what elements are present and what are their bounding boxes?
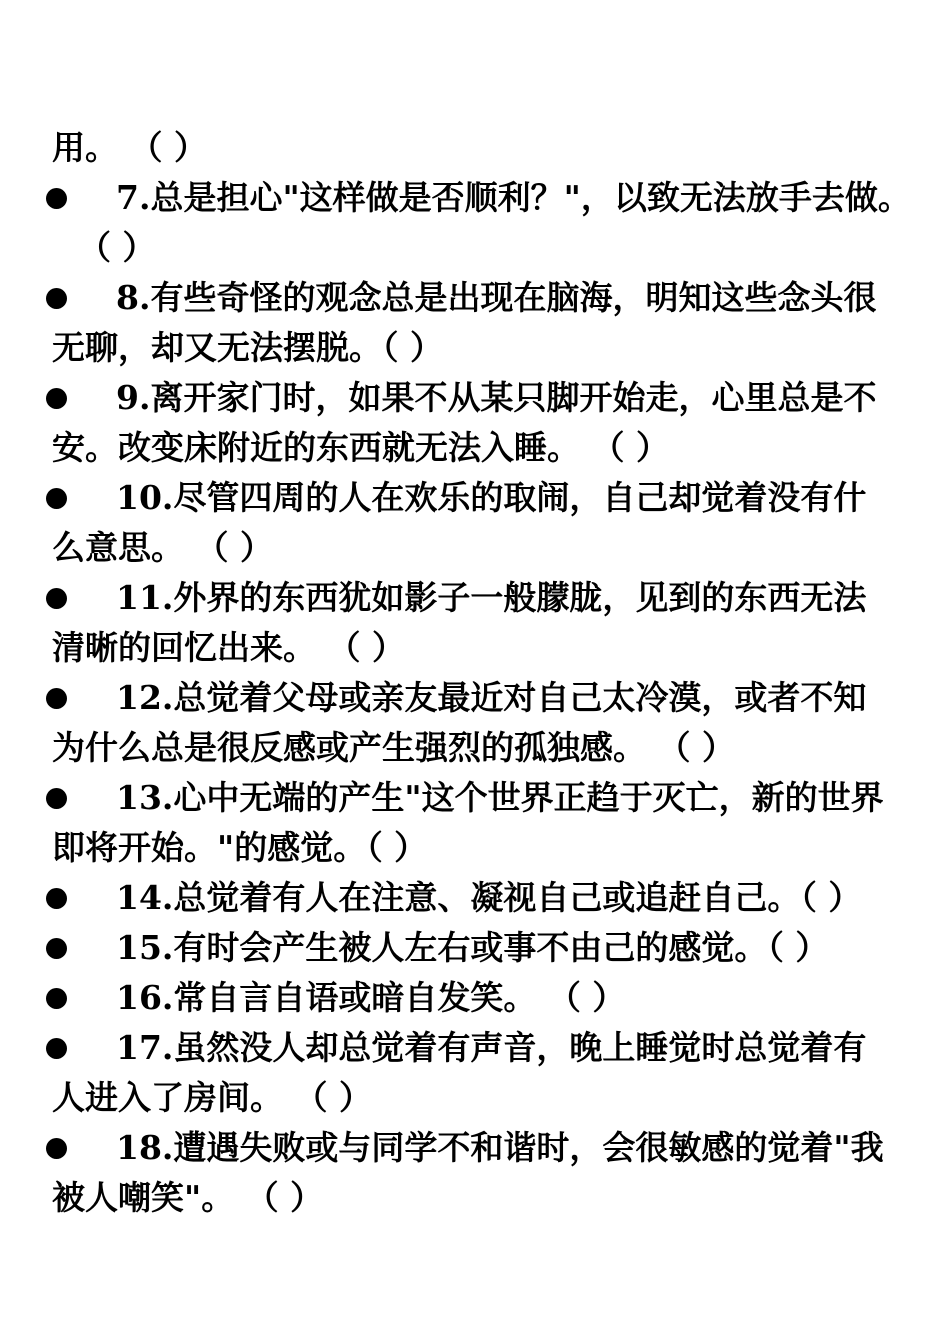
item-text: 人进入了房间。 （ ） — [52, 1078, 372, 1117]
item-text: 11.外界的东西犹如影子一般朦胧，见到的东西无法 — [116, 578, 867, 617]
list-item — [0, 373, 950, 423]
item-text: 么意思。 （ ） — [52, 528, 273, 567]
list-item-continuation — [0, 523, 950, 573]
bullet-icon — [46, 988, 67, 1009]
bullet-icon — [46, 888, 67, 909]
list-item-continuation — [0, 1173, 950, 1223]
list-item — [0, 1123, 950, 1173]
item-text: 为什么总是很反感或产生强烈的孤独感。 （ ） — [52, 728, 735, 767]
item-text: 17.虽然没人却总觉着有声音，晚上睡觉时总觉着有 — [116, 1028, 867, 1067]
list-item — [0, 973, 950, 1023]
list-item — [0, 473, 950, 523]
list-item — [0, 673, 950, 723]
list-item — [0, 173, 950, 223]
list-item-continuation — [0, 323, 950, 373]
list-item — [0, 923, 950, 973]
item-text: 18.遭遇失败或与同学不和谐时，会很敏感的觉着"我 — [116, 1128, 884, 1167]
bullet-icon — [46, 1038, 67, 1059]
bullet-icon — [46, 588, 67, 609]
list-item-continuation — [0, 223, 950, 273]
list-item-continuation — [0, 423, 950, 473]
carryover-line — [0, 123, 950, 173]
item-text: （ ） — [78, 228, 156, 267]
item-text: 清晰的回忆出来。 （ ） — [52, 628, 405, 667]
item-text: 7.总是担心"这样做是否顺利？"，以致无法放手去做。 — [116, 178, 911, 217]
item-text: 10.尽管四周的人在欢乐的取闹，自己却觉着没有什 — [116, 478, 867, 517]
item-text: 15.有时会产生被人左右或事不由己的感觉。（ ） — [116, 928, 829, 967]
carryover-text: 用。 （ ） — [52, 128, 207, 167]
item-text: 安。改变床附近的东西就无法入睡。 （ ） — [52, 428, 669, 467]
list-item — [0, 1023, 950, 1073]
list-item-continuation — [0, 623, 950, 673]
item-text: 9.离开家门时，如果不从某只脚开始走，心里总是不 — [116, 378, 877, 417]
list-item-continuation — [0, 1073, 950, 1123]
list-item — [0, 273, 950, 323]
list-item — [0, 573, 950, 623]
item-text: 16.常自言自语或暗自发笑。 （ ） — [116, 978, 626, 1017]
bullet-icon — [46, 788, 67, 809]
item-text: 13.心中无端的产生"这个世界正趋于灭亡，新的世界 — [116, 778, 884, 817]
bullet-icon — [46, 188, 67, 209]
list-item-continuation — [0, 823, 950, 873]
bullet-icon — [46, 388, 67, 409]
list-item-continuation — [0, 723, 950, 773]
bullet-icon — [46, 488, 67, 509]
bullet-icon — [46, 688, 67, 709]
item-text: 12.总觉着父母或亲友最近对自己太冷漠，或者不知 — [116, 678, 867, 717]
bullet-icon — [46, 1138, 67, 1159]
item-text: 被人嘲笑"。 （ ） — [52, 1178, 324, 1217]
bullet-icon — [46, 288, 67, 309]
item-text: 即将开始。"的感觉。（ ） — [52, 828, 428, 867]
list-item — [0, 773, 950, 823]
bullet-icon — [46, 938, 67, 959]
item-text: 无聊，却又无法摆脱。（ ） — [52, 328, 443, 367]
item-text: 8.有些奇怪的观念总是出现在脑海，明知这些念头很 — [116, 278, 877, 317]
list-item — [0, 873, 950, 923]
item-text: 14.总觉着有人在注意、凝视自己或追赶自己。（ ） — [116, 878, 862, 917]
